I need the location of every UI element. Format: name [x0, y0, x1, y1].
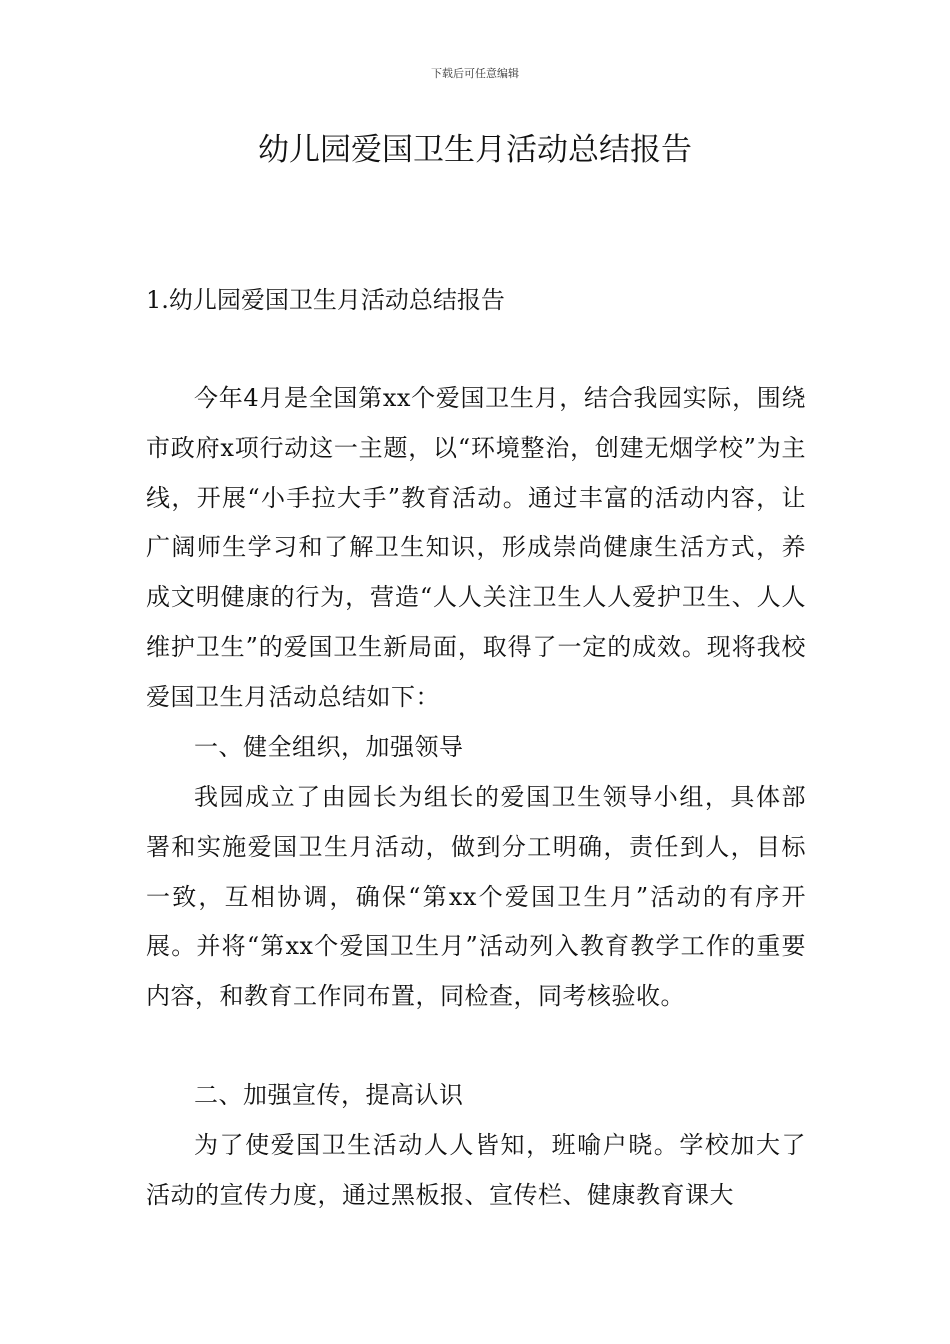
organization-paragraph: 我园成立了由园长为组长的爱国卫生领导小组，具体部署和实施爱国卫生月活动，做到分工明确，责任到人，目标一致，互相协调，确保“第xx个爱国卫生月”活动的有序开展。并将“第xx个爱国卫生月”活动列入教育教学工作的重要内容，和教育工作同布置，同检查，同考核验收。: [146, 783, 806, 1011]
subheading-publicity: 二、加强宣传，提高认识: [194, 1081, 464, 1109]
publicity-paragraph: 为了使爱国卫生活动人人皆知，班喻户晓。学校加大了活动的宣传力度，通过黑板报、宣传栏、健康教育课大: [146, 1131, 806, 1209]
header-note: 下载后可任意编辑: [431, 67, 519, 80]
document-title: 幼儿园爱国卫生月活动总结报告: [258, 132, 692, 168]
section-title: 1.幼儿园爱国卫生月活动总结报告: [146, 286, 505, 314]
intro-paragraph: 今年4月是全国第xx个爱国卫生月，结合我园实际，围绕市政府x项行动这一主题，以“环境整治，创建无烟学校”为主线，开展“小手拉大手”教育活动。通过丰富的活动内容，让广阔师生学习和了解卫生知识，形成崇尚健康生活方式，养成文明健康的行为，营造“人人关注卫生人人爱护卫生、人人维护卫生”的爱国卫生新局面，取得了一定的成效。现将我校爱国卫生月活动总结如下：: [146, 384, 806, 711]
subheading-organization: 一、健全组织，加强领导: [194, 733, 464, 761]
